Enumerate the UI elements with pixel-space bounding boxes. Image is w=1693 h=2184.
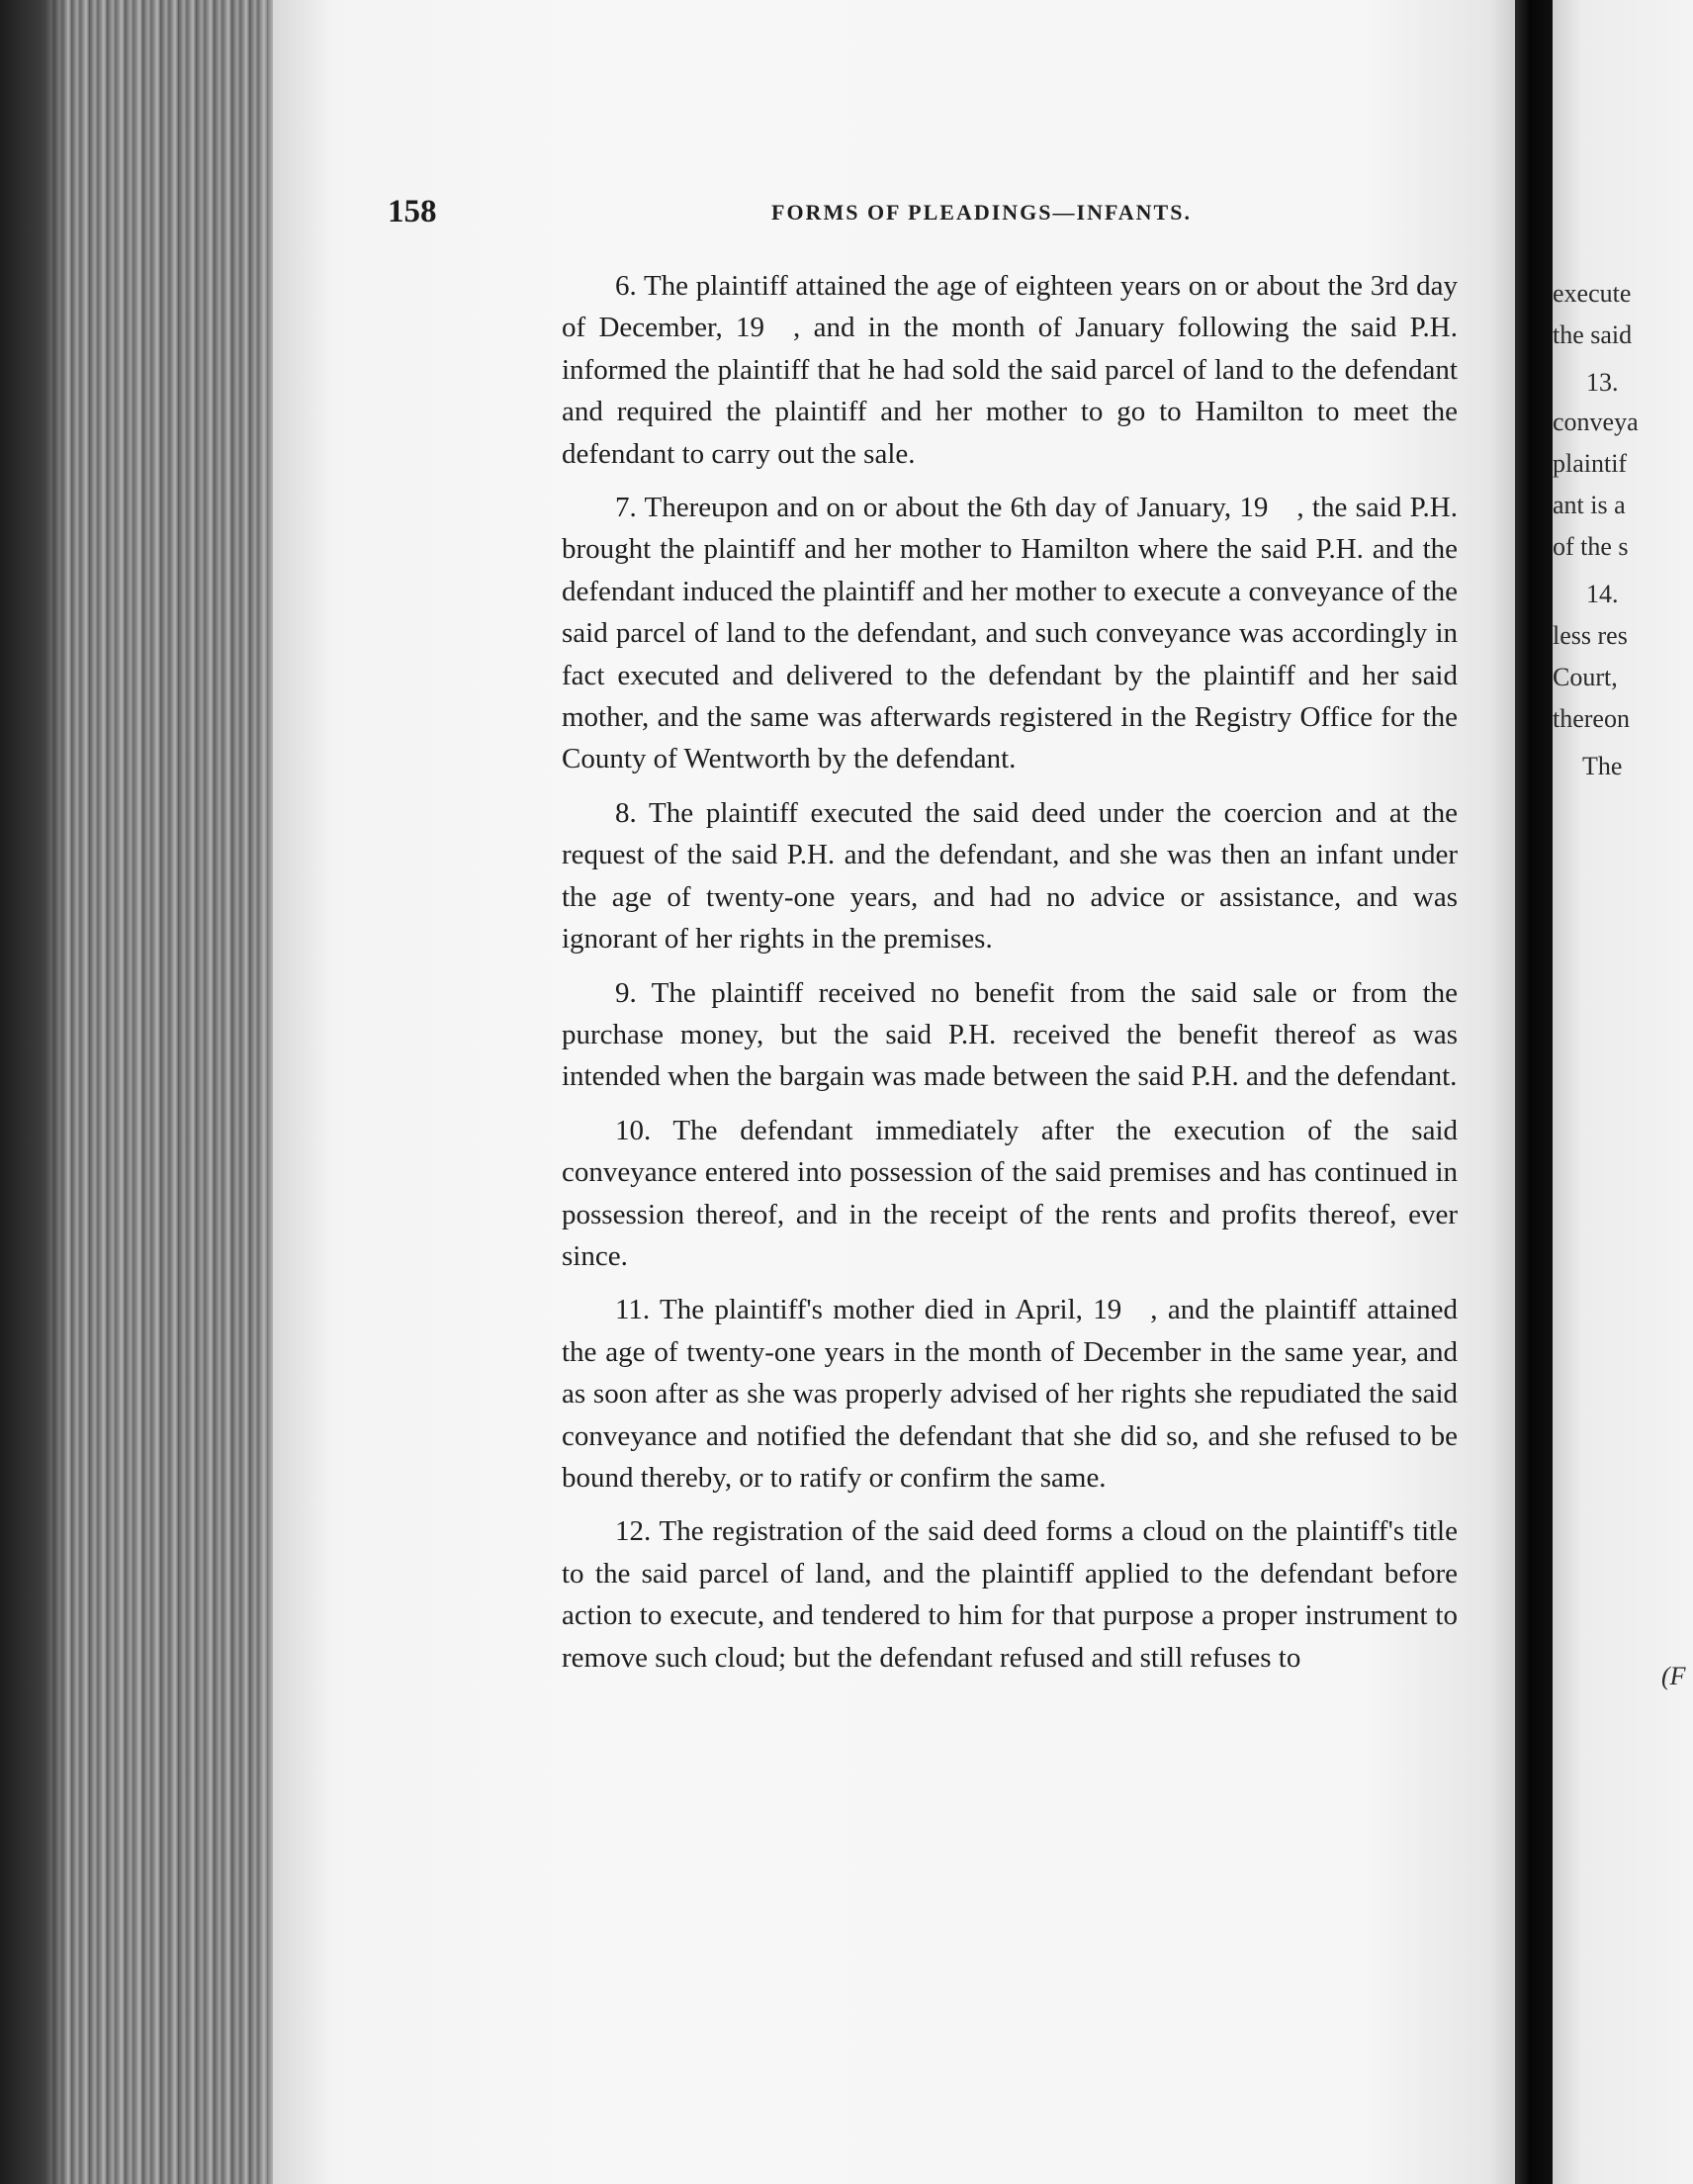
book-gutter [1515, 0, 1553, 2184]
page-number: 158 [388, 194, 437, 229]
facing-line: execute [1553, 279, 1632, 308]
paragraph-6: 6. The plaintiff attained the age of eighteen years on or about the 3rd day of December, 19 , and in the month of January following the said P.H. informed the plaintiff that he had sold the said parcel of land to the defendant and required the plaintiff and her mother to go to Hamilton to meet the defendant to carry out the sale. [562, 270, 1458, 470]
facing-line: thereon [1553, 704, 1630, 733]
facing-line: Court, [1553, 663, 1618, 691]
facing-line: of the s [1553, 532, 1629, 561]
facing-line: (F [1661, 1662, 1686, 1690]
facing-line: plaintif [1553, 449, 1628, 478]
facing-line: 13. [1586, 368, 1619, 397]
paragraph-11: 11. The plaintiff's mother died in April, 19 , and the plaintiff attained the age of twenty-one years in the month of December in the same year, and as soon after as she was properly advised of her rights she repudiated the said conveyance and notified the defendant that she did so, and she refused to be bound thereby, or to ratify or confirm the same. [562, 1294, 1458, 1494]
facing-line: The [1582, 752, 1623, 780]
paragraph-7: 7. Thereupon and on or about the 6th day of January, 19 , the said P.H. brought the plaintiff and her mother to Hamilton where the said P.H. and the defendant induced the plaintiff and her mother to execute a conveyance of the said parcel of land to the defendant, and such conveyance was accordingly in fact executed and delivered to the defendant by the plaintiff and her said mother, and the same was afterwards registered in the Registry Office for the County of Wentworth by the defendant. [562, 492, 1458, 775]
paragraph-12: 12. The registration of the said deed forms a cloud on the plaintiff's title to the said parcel of land, and the plaintiff applied to the defendant before action to execute, and tendered to him for that purpose a proper instrument to remove such cloud; but the defendant refused and still refuses to [562, 1515, 1458, 1674]
facing-line: 14. [1586, 580, 1619, 608]
body-text [562, 265, 1458, 1690]
running-head-title: FORMS OF PLEADINGS—INFANTS. [771, 200, 1192, 225]
paragraph-9: 9. The plaintiff received no benefit from the said sale or from the purchase money, but the said P.H. received the benefit thereof as was intended when the bargain was made between the said P.H. and the defendant. [562, 976, 1458, 1093]
facing-page [1553, 0, 1693, 2184]
facing-line: the said [1553, 320, 1633, 349]
running-head [0, 194, 1693, 233]
paragraph-8: 8. The plaintiff executed the said deed under the coercion and at the request of the said P.H. and the defendant, and she was then an infant under the age of twenty-one years, and had no advice or assistance, and was ignorant of her rights in the premises. [562, 796, 1458, 956]
facing-line: conveya [1553, 408, 1639, 436]
facing-line: ant is a [1553, 491, 1626, 519]
paragraph-10: 10. The defendant immediately after the execution of the said conveyance entered into possession of the said premises and has continued in possession thereof, and in the receipt of the rents and profits thereof, ever since. [562, 1114, 1458, 1272]
page-edges [0, 0, 297, 2184]
facing-line: less res [1553, 621, 1628, 650]
